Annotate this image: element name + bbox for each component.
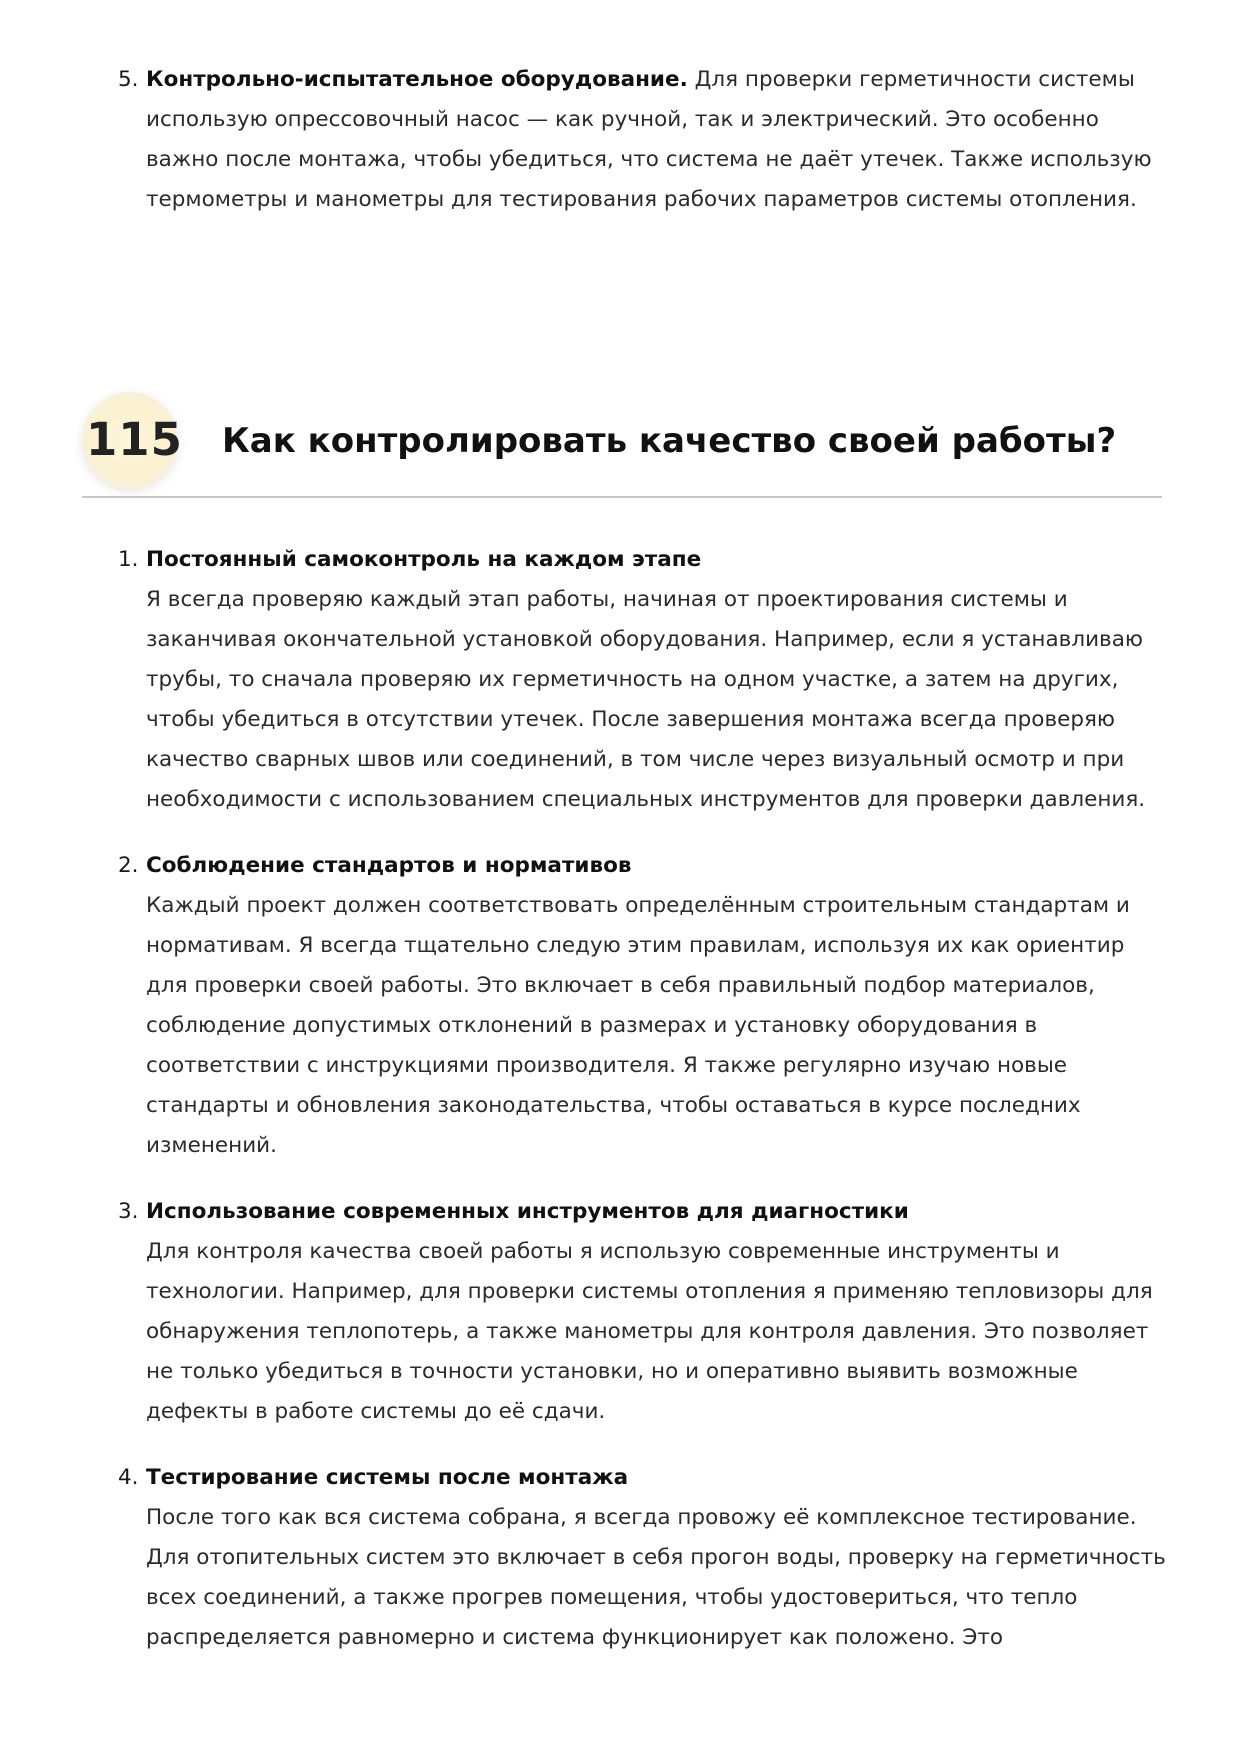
list-item-body — [146, 1458, 1168, 1658]
list-item-title: Тестирование системы после монтажа — [146, 1465, 629, 1490]
section-title: Как контролировать качество своей работы? — [222, 421, 1117, 461]
list-item-title: Постоянный самоконтроль на каждом этапе — [146, 547, 702, 572]
list-item-body — [146, 540, 1168, 820]
list-item-text: Для проверки герметичности системы использую опрессовочный насос — как ручной, так и электрический. Это особенно важно после монтажа, чтобы убедиться, что система не даёт утечек. Также использую термометры и манометры для тестирования рабочих параметров системы отопления. — [146, 67, 1152, 212]
list-item-number: 3. — [118, 1199, 139, 1224]
list-item-title: Соблюдение стандартов и нормативов — [146, 853, 632, 878]
list-item-number: 1. — [118, 547, 139, 572]
list-item-title: Контрольно-испытательное оборудование. — [146, 67, 688, 92]
list-item-body — [146, 60, 1168, 220]
list-item-number: 2. — [118, 853, 139, 878]
list-item-text: Каждый проект должен соответствовать определённым строительным стандартам и нормативам. Я всегда тщательно следую этим правилам, используя их как ориентир для проверки своей работы. Это включает в себя правильный подбор материалов, соблюдение допустимых отклонений в размерах и установку оборудования в соответствии с инструкциями производителя. Я также регулярно изучаю новые стандарты и обновления законодательства, чтобы оставаться в курсе последних изменений. — [146, 893, 1130, 1158]
list-item-text: Я всегда проверяю каждый этап работы, начиная от проектирования системы и заканчивая окончательной установкой оборудования. Например, если я устанавливаю трубы, то сначала проверяю их герметичность на одном участке, а затем на других, чтобы убедиться в отсутствии утечек. После завершения монтажа всегда проверяю качество сварных швов или соединений, в том числе через визуальный осмотр и при необходимости с использованием специальных инструментов для проверки давления. — [146, 587, 1146, 812]
list-item-text: После того как вся система собрана, я всегда провожу её комплексное тестирование. Для отопительных систем это включает в себя прогон воды, проверку на герметичность всех соединений, а также прогрев помещения, чтобы удостовериться, что тепло распределяется равномерно и система функционирует как положено. Это — [146, 1505, 1166, 1650]
section-number: 115 — [86, 413, 183, 466]
list-item-number: 4. — [118, 1465, 139, 1490]
section-header — [82, 392, 1162, 502]
list-item-title: Использование современных инструментов для диагностики — [146, 1199, 909, 1224]
list-item-text: Для контроля качества своей работы я использую современные инструменты и технологии. Например, для проверки системы отопления я применяю тепловизоры для обнаружения теплопотерь, а также манометры для контроля давления. Это позволяет не только убедиться в точности установки, но и оперативно выявить возможные дефекты в работе системы до её сдачи. — [146, 1239, 1153, 1424]
section-divider — [82, 496, 1162, 498]
list-item-number: 5. — [118, 67, 139, 92]
list-item-body — [146, 1192, 1168, 1432]
list-item-body — [146, 846, 1168, 1166]
